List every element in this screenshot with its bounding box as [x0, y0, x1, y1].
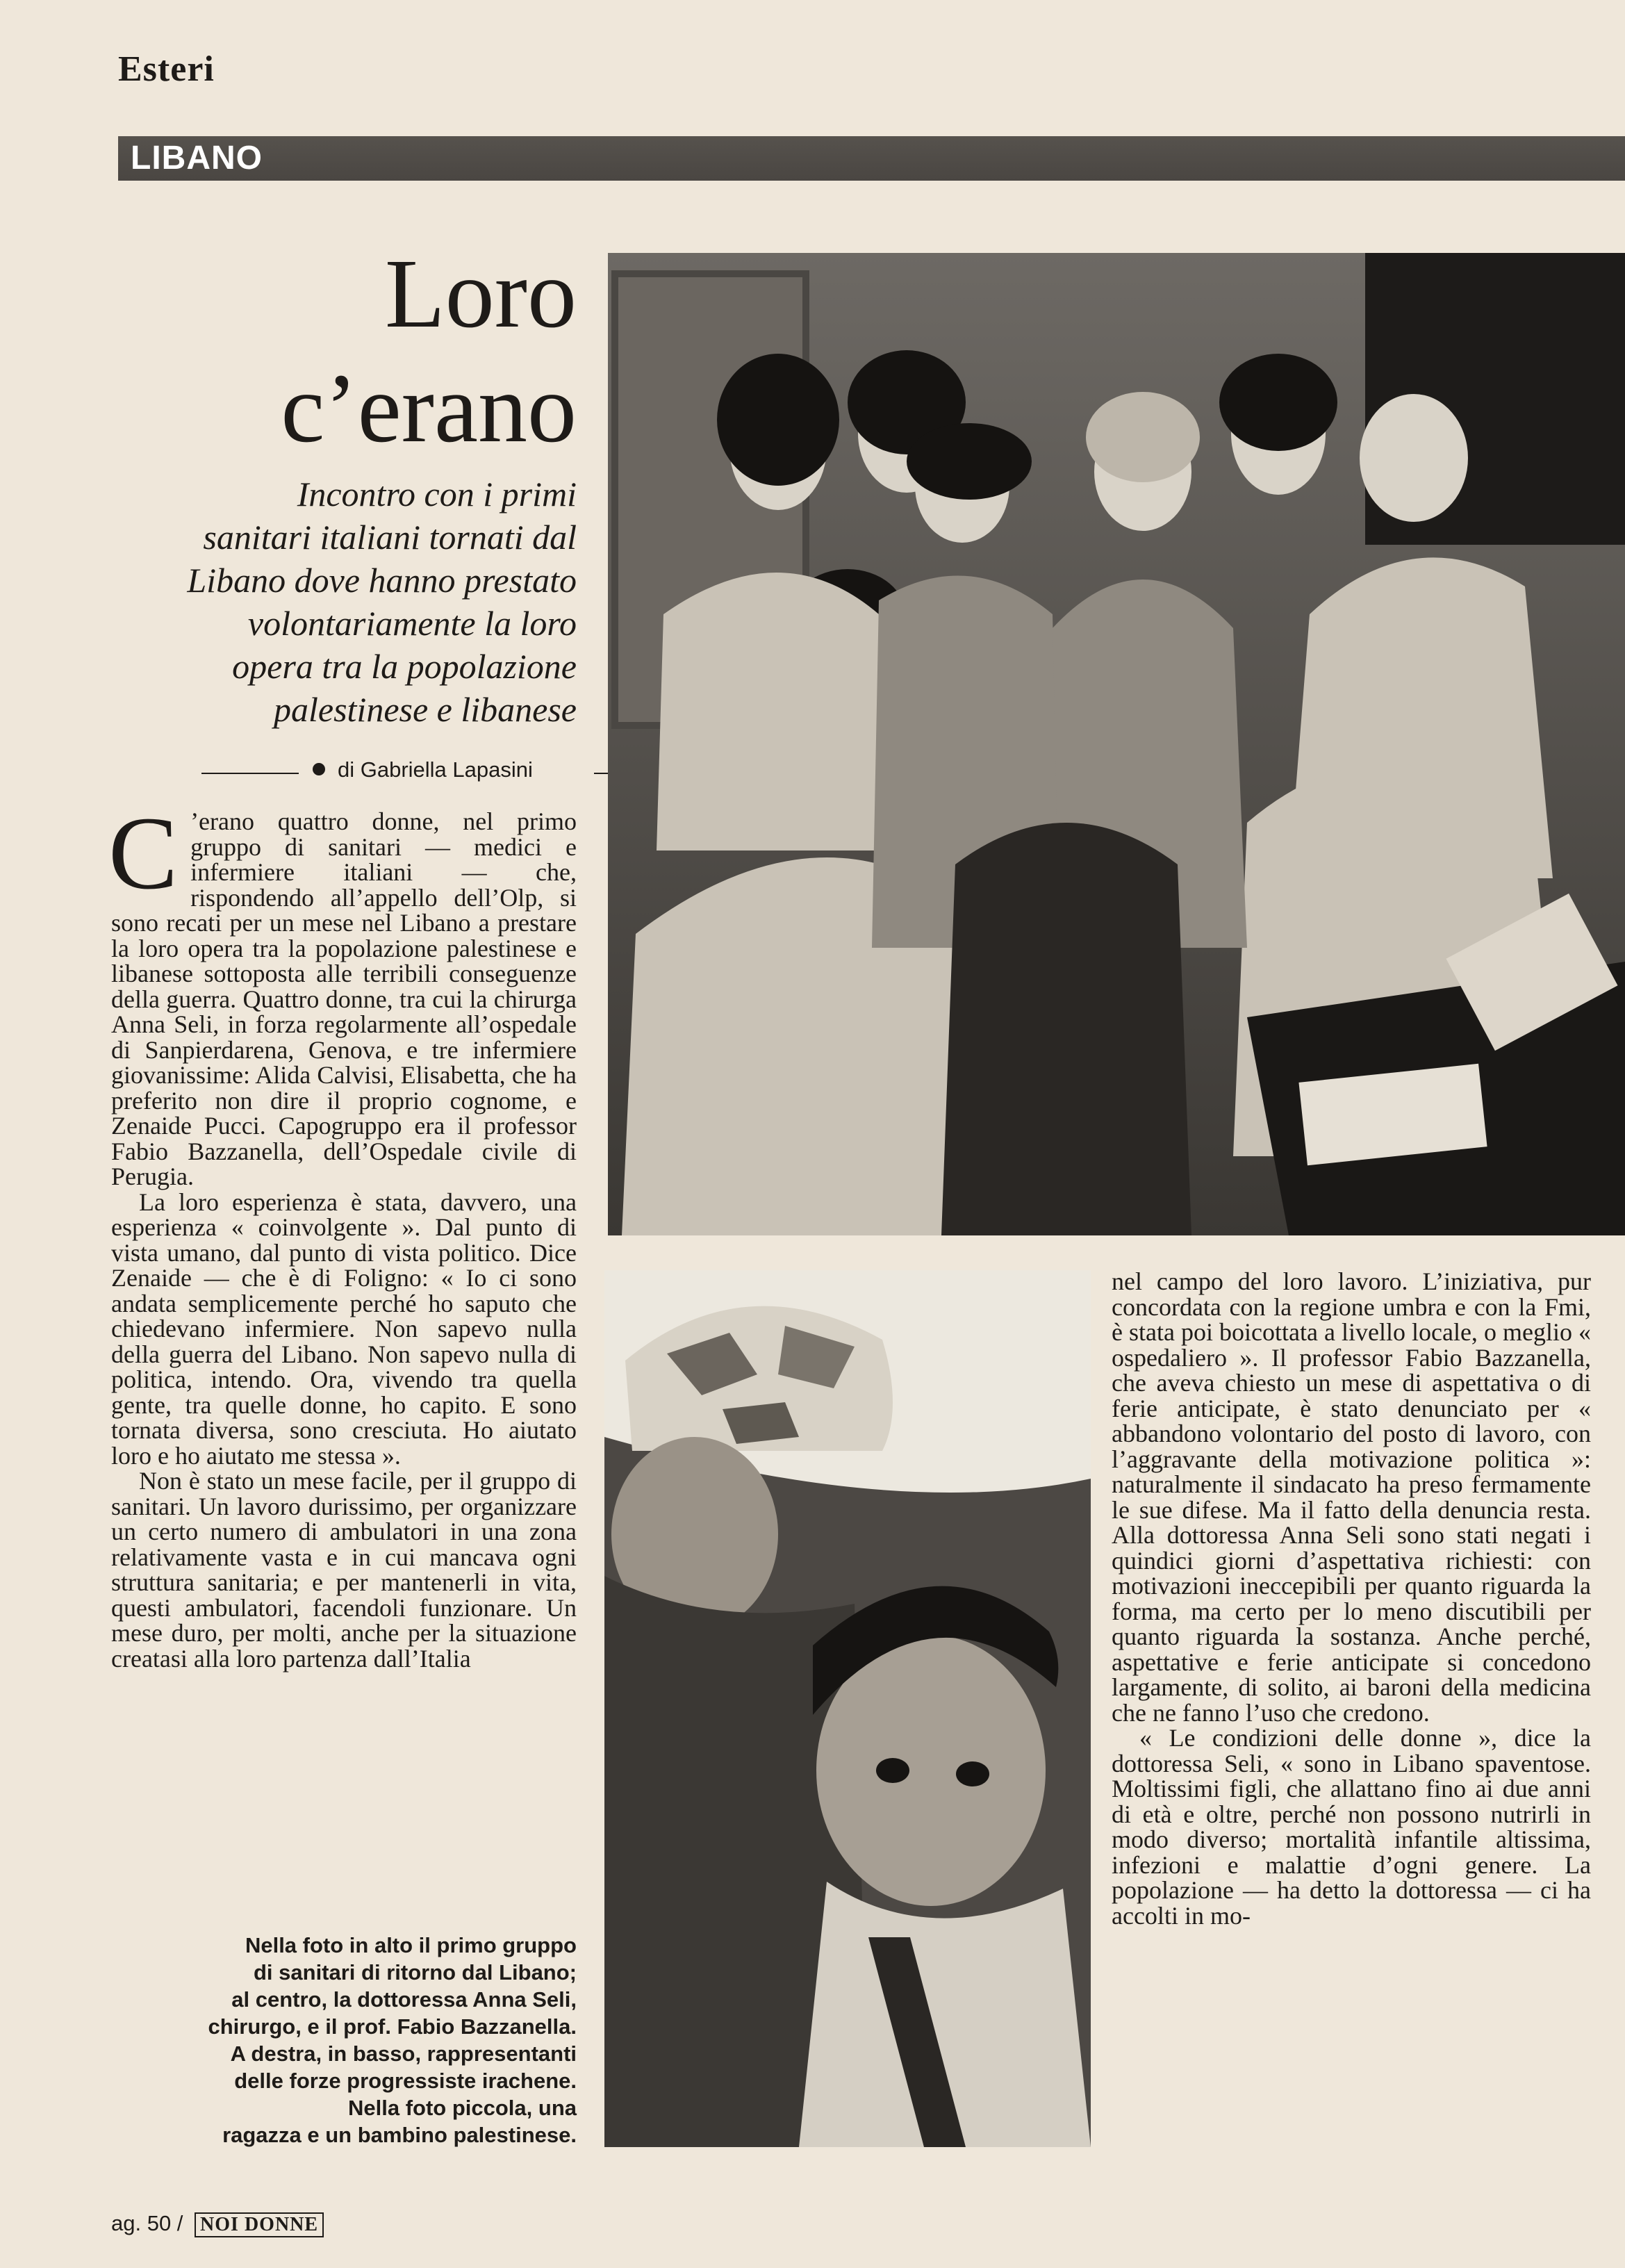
headline-line-1: Loro — [384, 238, 577, 348]
article-paragraph: Non è stato un mese facile, per il gruppo di sanitari. Un lavoro durissimo, per organizzare un certo numero di ambulatori in una zona relativamente vasta e in cui mancava ogni struttura sanitaria; e per mantenerli in vita, questi ambulatori, facendoli funzionare. Un mese duro, per molti, anche per la situazione creatasi alla loro partenza dall’Italia — [111, 1467, 577, 1673]
caption-line: A destra, in basso, rappresentanti — [230, 2041, 577, 2066]
article-column-3 — [1112, 1269, 1591, 1928]
caption-line: Nella foto in alto il primo gruppo — [245, 1933, 577, 1957]
photo-palestinian-children — [604, 1270, 1091, 2147]
paragraph-text: ’erano quattro donne, nel primo gruppo di sanitari — medici e infermiere italiani — che, rispondendo all’appello dell’Olp, si sono recati per un mese nel Libano a prestare la loro opera tra la popolazione palestinese e libanese sottoposta alle terribili conseguenze della guerra. Quattro donne, tra cui la chirurga Anna Seli, in forza regolarmente all’ospedale di Sanpierdarena, Genova, e tre infermiere giovanissime: Alida Calvisi, Elisabetta, che ha preferito non dire il proprio cognome, e Zenaide Pucci. Capogruppo era il professor Fabio Bazzanella, dell’Ospedale civile di Perugia. — [111, 807, 577, 1190]
deck-line: sanitari italiani tornati dal — [203, 518, 577, 557]
byline-row — [97, 757, 584, 785]
caption-line: di sanitari di ritorno dal Libano; — [253, 1960, 577, 1984]
headline-line-2: c’erano — [281, 353, 577, 463]
deck-line: Incontro con i primi — [297, 475, 577, 513]
headline — [118, 236, 577, 466]
deck-line: opera tra la popolazione — [232, 647, 577, 686]
band-title: LIBANO — [131, 140, 263, 176]
byline-rule-left — [201, 773, 299, 774]
caption-line: Nella foto piccola, una — [348, 2096, 577, 2120]
caption-line: delle forze progressiste irachene. — [234, 2069, 577, 2093]
caption-line: al centro, la dottoressa Anna Seli, — [231, 1987, 577, 2012]
photo-group-medics-image — [608, 253, 1625, 1235]
article-paragraph: La loro esperienza è stata, davvero, una esperienza « coinvolgente ». Dal punto di vista umano, dal punto di vista politico. Dice Zenaide — che è di Foligno: « Io ci sono andata semplicemente perché ho saputo che chiedevano infermiere. Non sapevo nulla della guerra del Libano. Non sapevo nulla di politica, intendo. Ora, vivendo tra quella gente, tra quelle donne, ho capito. E sono tornata diversa, sono cresciuta. Ho aiutato loro e ho aiutato me stessa ». — [111, 1188, 577, 1470]
deck — [97, 472, 577, 731]
photo-caption — [104, 1932, 577, 2148]
section-band — [118, 136, 1625, 181]
magazine-logo: NOI DONNE — [195, 2212, 324, 2237]
caption-line: chirurgo, e il prof. Fabio Bazzanella. — [208, 2014, 577, 2039]
byline-text: di Gabriella Lapasini — [338, 757, 533, 782]
bullet-icon — [313, 763, 325, 775]
photo-palestinian-children-image — [604, 1270, 1091, 2147]
deck-line: Libano dove hanno prestato — [187, 561, 577, 600]
drop-cap: C — [108, 796, 179, 911]
article-column-1 — [108, 796, 577, 1673]
byline — [313, 757, 632, 782]
page-number: ag. 50 / — [111, 2211, 183, 2235]
article-paragraph — [108, 796, 577, 1190]
article-paragraph: « Le condizioni delle donne », dice la dottoressa Seli, « sono in Libano spaventose. Moltissimi figli, che allattano fino ai due anni di età e oltre, perché non possono nutrirli in modo diverso; mortalità infantile altissima, infezioni e malattie d’ogni genere. La popolazione — ha detto la dottoressa — ci ha accolti in mo- — [1112, 1724, 1591, 1930]
deck-line: volontariamente la loro — [247, 604, 577, 643]
photo-group-medics — [608, 253, 1625, 1235]
article-paragraph: nel campo del loro lavoro. L’iniziativa, pur concordata con la regione umbra e con la Fmi, è stata poi boicottata a livello locale, o meglio « ospedaliero ». Il professor Fabio Bazzanella, che aveva chiesto un mese di aspettativa o di ferie anticipate, è stato denunciato per « abbandono volontario del posto di lavoro, con l’aggravante della motivazione politica »: naturalmente il sindacato ha preso fermamente le sue difese. Ma il fatto della denuncia resta. Alla dottoressa Anna Seli sono stati negati i quindici giorni d’aspettativa richiesti: con motivazioni ineccepibili per quanto riguarda la forma, ma certo per lo meno discutibili per quanto riguarda la sostanza. Anche perché, aspettative e ferie anticipate si concedono largamente, di solito, ai baroni della medicina che ne fanno l’uso che credono. — [1112, 1267, 1591, 1727]
section-label: Esteri — [118, 49, 215, 89]
page-footer — [111, 2211, 324, 2237]
deck-line: palestinese e libanese — [274, 690, 577, 729]
caption-line: ragazza e un bambino palestinese. — [222, 2123, 577, 2147]
